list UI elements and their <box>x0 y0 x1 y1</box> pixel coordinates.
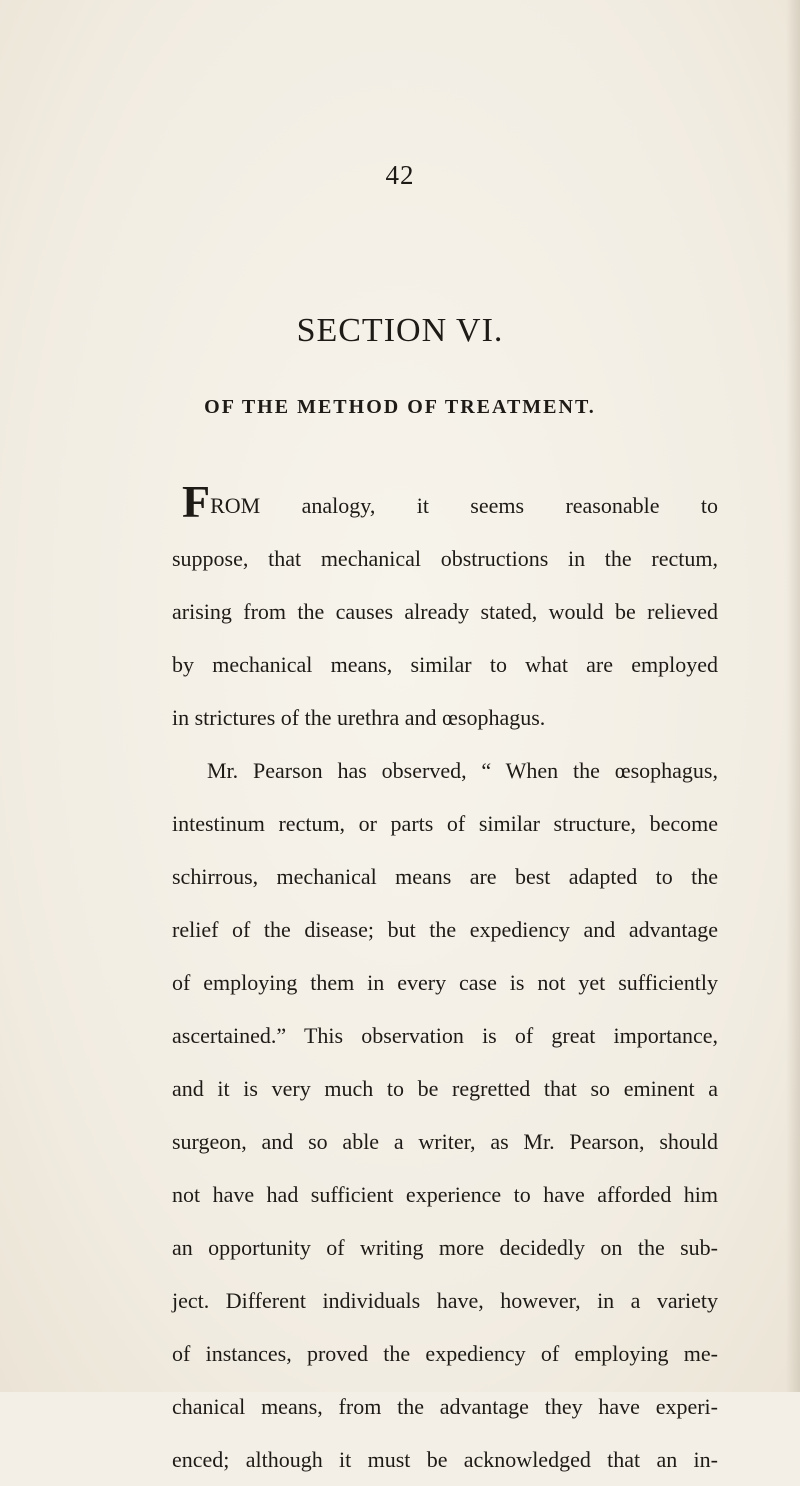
paragraph-line: by mechanical means, similar to what are employed <box>172 652 718 677</box>
paragraph-line: suppose, that mechanical obstructions in the rectum, <box>172 546 718 571</box>
paragraph-line: surgeon, and so able a writer, as Mr. Pearson, should <box>172 1129 718 1154</box>
paragraph-line: not have had sufficient experience to have afforded him <box>172 1182 718 1207</box>
paragraph-line: schirrous, mechanical means are best adapted to the <box>172 864 718 889</box>
section-subheading: OF THE METHOD OF TREATMENT. <box>204 396 596 418</box>
paragraph-line: arising from the causes already stated, would be relieved <box>172 599 718 624</box>
paragraph-line: relief of the disease; but the expediency and advantage <box>172 917 718 942</box>
paragraph-line: enced; although it must be acknowledged that an in- <box>172 1447 718 1472</box>
paragraph-line: Mr. Pearson has observed, “ When the œsophagus, <box>207 758 718 783</box>
paragraph-line: of employing them in every case is not yet sufficiently <box>172 970 718 995</box>
paragraph-line-1 <box>172 476 718 532</box>
paragraph-line: of instances, proved the expediency of employing me- <box>172 1341 718 1366</box>
line-text: ROM analogy, it seems reasonable to <box>210 493 718 518</box>
page-number: 42 <box>385 160 415 190</box>
section-heading: SECTION VI. <box>296 312 504 349</box>
page-edge-shadow <box>786 0 800 1392</box>
paragraph-line: ject. Different individuals have, however, in a variety <box>172 1288 718 1313</box>
paragraph-line: ascertained.” This observation is of great importance, <box>172 1023 718 1048</box>
paragraph-line: and it is very much to be regretted that so eminent a <box>172 1076 718 1101</box>
paragraph-line: an opportunity of writing more decidedly on the sub- <box>172 1235 718 1260</box>
drop-cap: F <box>182 476 211 527</box>
body-text <box>172 476 718 1486</box>
paragraph-line: in strictures of the urethra and œsophagus. <box>172 705 546 730</box>
paragraph-line: chanical means, from the advantage they have experi- <box>172 1394 718 1419</box>
paragraph-line: intestinum rectum, or parts of similar structure, become <box>172 811 718 836</box>
